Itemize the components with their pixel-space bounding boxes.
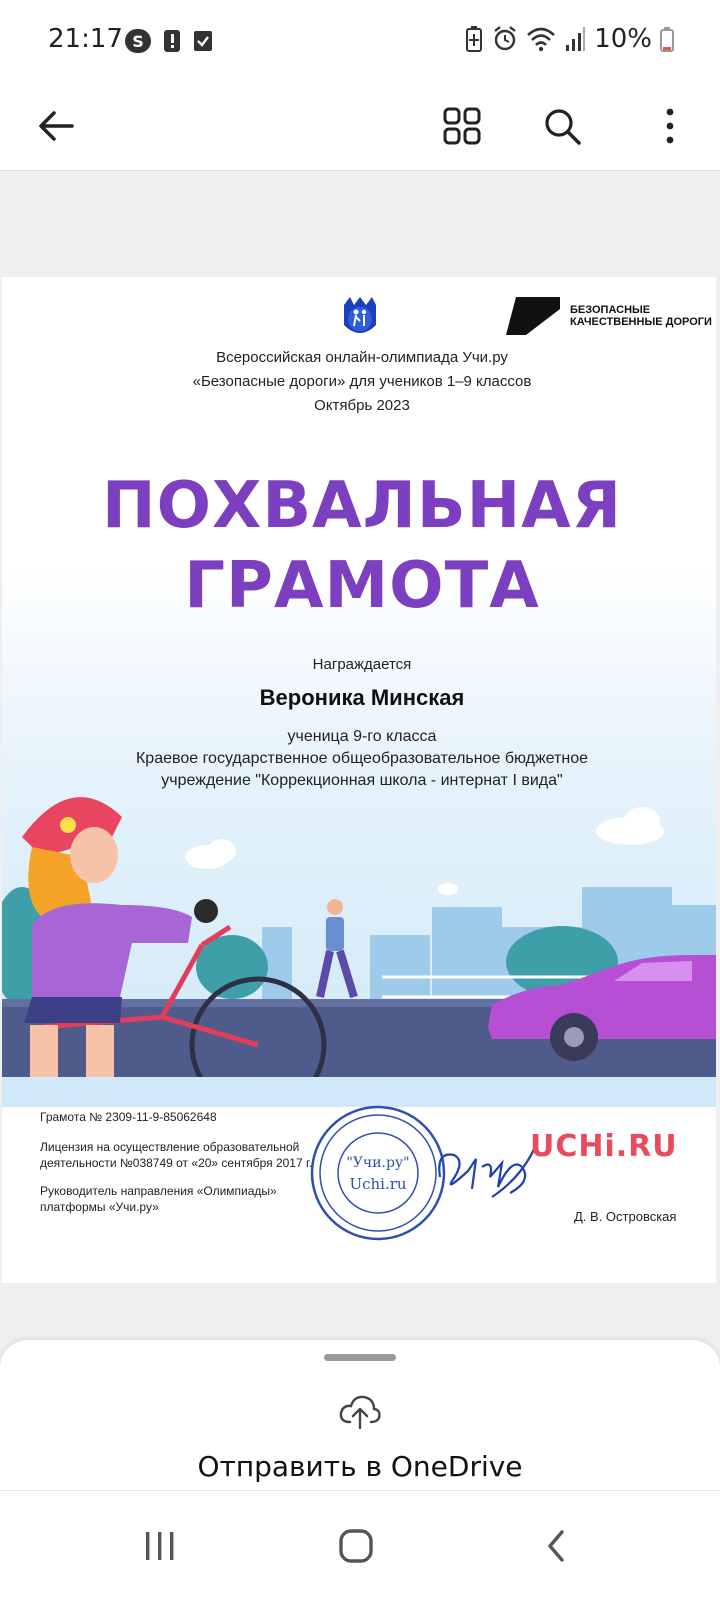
head-title-line-1: Руководитель направления «Олимпиады»	[40, 1184, 277, 1198]
more-options-button[interactable]	[644, 100, 696, 152]
head-title-line-2: платформы «Учи.ру»	[40, 1200, 159, 1214]
olympiad-name: Всероссийская онлайн-олимпиада Учи.ру	[216, 349, 508, 366]
street-illustration	[2, 777, 716, 1077]
school-name-line-2: учреждение "Коррекционная школа - интернат I вида"	[161, 772, 563, 789]
stamp-text-2: Uchi.ru	[349, 1175, 407, 1193]
more-vertical-icon	[662, 106, 678, 146]
s-app-icon	[124, 28, 152, 54]
certificate-page[interactable]	[2, 277, 716, 1283]
arrow-left-icon	[36, 106, 76, 146]
battery-saver-icon	[464, 25, 484, 53]
safe-roads-logo	[338, 295, 382, 341]
search-button[interactable]	[536, 100, 588, 152]
uchi-ru-logo: UCHi.RU	[530, 1129, 678, 1164]
search-icon	[542, 106, 582, 146]
nav-back-button[interactable]	[526, 1521, 586, 1571]
partner-name-line-2: КАЧЕСТВЕННЫЕ ДОРОГИ	[570, 316, 712, 328]
pedestrian	[320, 899, 354, 997]
recents-button[interactable]	[130, 1521, 190, 1571]
wifi-icon	[526, 25, 556, 53]
status-bar	[0, 0, 720, 80]
signer-name: Д. В. Островская	[574, 1209, 677, 1224]
national-projects-logo	[502, 295, 562, 337]
official-stamp	[308, 1103, 448, 1243]
cloud-upload-icon	[338, 1392, 382, 1432]
school-name-line-1: Краевое государственное общеобразовательное бюджетное	[135, 750, 588, 767]
partner-name-line-1: БЕЗОПАСНЫЕ	[570, 304, 651, 316]
license-line-2: деятельности №038749 от «20» сентября 2017 г.	[40, 1156, 313, 1170]
clouds	[185, 807, 664, 895]
certificate-title-line-1: ПОХВАЛЬНАЯ	[102, 469, 622, 543]
recipient-name: Вероника Минская	[259, 685, 465, 710]
grid-view-button[interactable]	[436, 100, 488, 152]
award-label: Награждается	[312, 656, 412, 673]
license-line-1: Лицензия на осуществление образовательной	[40, 1140, 300, 1154]
battery-percent: 10%	[594, 24, 652, 54]
stamp-text-1: "Учи.ру"	[346, 1155, 410, 1171]
nav-back-icon	[544, 1529, 568, 1563]
battery-icon	[660, 26, 674, 52]
app-bar	[0, 80, 720, 171]
partner-logo	[502, 295, 712, 337]
home-button[interactable]	[326, 1521, 386, 1571]
signature	[432, 1137, 542, 1207]
olympiad-subtitle: «Безопасные дороги» для учеников 1–9 классов	[192, 373, 532, 390]
clock: 21:17	[48, 24, 123, 54]
certificate-number: Грамота № 2309-11-9-85062648	[40, 1110, 217, 1124]
recents-icon	[143, 1530, 177, 1562]
navigation-bar	[0, 1490, 720, 1601]
grid-icon	[442, 106, 482, 146]
home-icon	[338, 1528, 374, 1564]
alarm-icon	[492, 25, 518, 53]
olympiad-date: Октябрь 2023	[314, 397, 410, 414]
recipient-grade: ученица 9-го класса	[287, 728, 437, 745]
send-to-onedrive-button[interactable]: Отправить в OneDrive	[197, 1450, 523, 1483]
alert-icon	[162, 28, 182, 54]
checkbox-icon	[192, 28, 214, 54]
signal-icon	[564, 25, 586, 53]
back-button[interactable]	[30, 100, 82, 152]
certificate-title-line-2: ГРАМОТА	[184, 549, 540, 623]
sheet-drag-handle[interactable]	[324, 1354, 396, 1361]
bottom-sheet	[0, 1340, 720, 1490]
svg-text:S: S	[132, 32, 144, 51]
